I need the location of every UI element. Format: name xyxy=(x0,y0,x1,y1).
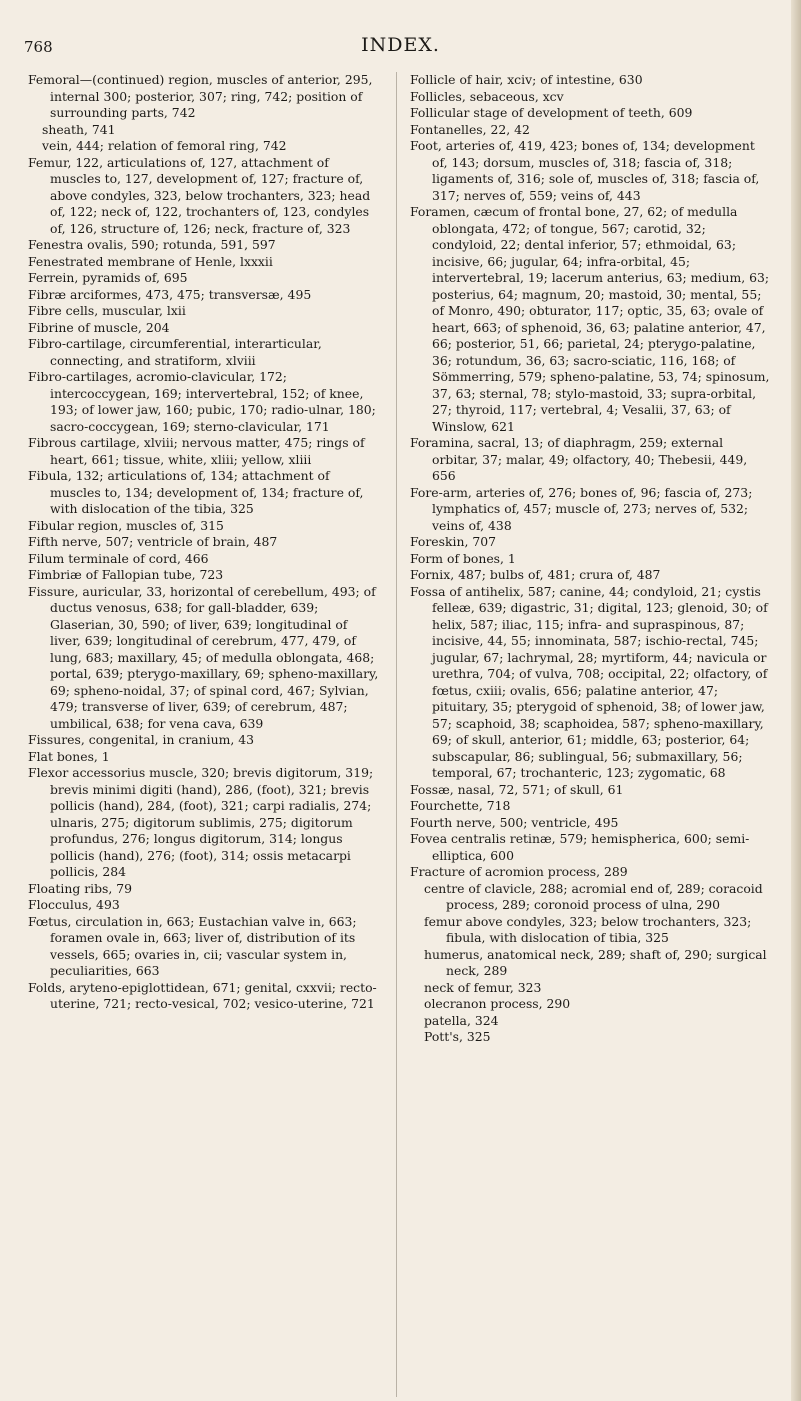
index-entry: Foramen, cæcum of frontal bone, 27, 62; of medulla oblongata, 472; of tongue, 567; carotid, 32; condyloid, 22; dental inferior, 57; ethmoidal, 63; incisive, 66; jugular, 64; infra-orbital, 45; intervertebral, 19; lacerum anterius, 63; medium, 63; posterius, 64; magnum, 20; mastoid, 30; mental, 55; of Monro, 490; obturator, 117; optic, 35, 63; ovale of heart, 663; of sphenoid, 36, 63; palatine anterior, 47, 66; posterior, 51, 66; parietal, 24; pterygo-palatine, 36; rotundum, 36, 63; sacro-sciatic, 116, 168; of Sömmerring, 579; spheno-palatine, 53, 74; spinosum, 37, 63; sternal, 78; stylo-mastoid, 33; supra-orbital, 27; thyroid, 117; vertebral, 4; Vesalii, 37, 63; of Winslow, 621 xyxy=(410,204,770,434)
index-subentry: centre of clavicle, 288; acromial end of, 289; coracoid process, 289; coronoid process of ulna, 290 xyxy=(424,880,763,912)
index-entry: Fimbriæ of Fallopian tube, 723 xyxy=(28,567,224,582)
index-entry: Foot, arteries of, 419, 423; bones of, 134; development of, 143; dorsum, muscles of, 318; fascia of, 318; ligaments of, 316; sole of, muscles of, 318; fascia of, 317; nerves of, 559; veins of, 443 xyxy=(410,138,760,203)
index-entry: Fibro-cartilages, acromio-clavicular, 172; intercoccygean, 169; intervertebral, 152; of knee, 193; of lower jaw, 160; pubic, 170; radio-ulnar, 180; sacro-coccygean, 169; sterno-clavicular, 171 xyxy=(28,369,376,434)
index-entry: Follicle of hair, xciv; of intestine, 630 xyxy=(410,72,643,87)
index-entry: Femoral—(continued) region, muscles of anterior, 295, internal 300; posterior, 307; ring, 742; position of surrounding parts, 742 xyxy=(28,72,373,120)
page-edge xyxy=(791,0,801,1401)
index-entry: Fenestra ovalis, 590; rotunda, 591, 597 xyxy=(28,237,276,252)
index-entry: Fœtus, circulation in, 663; Eustachian valve in, 663; foramen ovale in, 663; liver of, distribution of its vessels, 665; ovaries in, cii; vascular system in, peculiarities, 663 xyxy=(28,913,357,978)
index-entry: Fossæ, nasal, 72, 571; of skull, 61 xyxy=(410,781,624,797)
index-entry: Fibræ arciformes, 473, 475; transversæ, 495 xyxy=(28,286,312,302)
index-subentry: Pott's, 325 xyxy=(424,1029,491,1044)
index-subentry: patella, 324 xyxy=(424,1012,499,1028)
index-entry: Fore-arm, arteries of, 276; bones of, 96; fascia of, 273; lymphatics of, 457; muscle of, 273; nerves of, 532; veins of, 438 xyxy=(410,484,753,533)
index-entry: Form of bones, 1 xyxy=(410,550,516,566)
column-divider xyxy=(396,72,397,1397)
index-entry: Fontanelles, 22, 42 xyxy=(410,121,530,137)
index-entry: Fenestrated membrane of Henle, lxxxii xyxy=(28,253,273,269)
running-head: INDEX. xyxy=(361,34,440,56)
index-entry: Follicular stage of development of teeth, 609 xyxy=(410,105,693,120)
index-entry: Fifth nerve, 507; ventricle of brain, 487 xyxy=(28,534,278,549)
index-entry: Fourth nerve, 500; ventricle, 495 xyxy=(410,814,619,830)
index-entry: Fossa of antihelix, 587; canine, 44; condyloid, 21; cystis felleæ, 639; digastric, 31; digital, 123; glenoid, 30; of helix, 587; iliac, 115; infra- and supraspinous, 87; incisive, 44, 55; innominata, 587; ischio-rectal, 745; jugular, 67; lachrymal, 28; myrtiform, 44; navicula or urethra, 704; of vulva, 708; occipital, 22; olfactory, of fœtus, cxiii; ovalis, 656; palatine anterior, 47; pituitary, 35; pterygoid of sphenoid, 38; of lower jaw, 57; scaphoid, 38; scaphoidea, 587; spheno-maxillary, 69; of skull, anterior, 61; middle, 63; posterior, 64; subscapular, 86; sublingual, 56; submaxillary, 56; temporal, 67; trochanteric, 123; zygomatic, 68 xyxy=(410,583,768,780)
index-subentry: sheath, 741 xyxy=(42,121,116,137)
index-entry: Fovea centralis retinæ, 579; hemispherica, 600; semi-elliptica, 600 xyxy=(410,831,750,863)
index-entry: Follicles, sebaceous, xcv xyxy=(410,88,564,104)
index-entry: Fornix, 487; bulbs of, 481; crura of, 487 xyxy=(410,567,661,582)
index-entry: Fibrine of muscle, 204 xyxy=(28,319,170,335)
index-entry: Fibrous cartilage, xlviii; nervous matter, 475; rings of heart, 661; tissue, white, xliii; yellow, xliii xyxy=(28,435,365,467)
index-column-right xyxy=(410,72,772,1046)
index-entry: Fissure, auricular, 33, horizontal of cerebellum, 493; of ductus venosus, 638; for gall-bladder, 639; Glaserian, 30, 590; of liver, 639; longitudinal of liver, 639; longitudinal of cerebrum, 477, 479, of lung, 683; maxillary, 45; of medulla oblongata, 468; portal, 639; pterygo-maxillary, 69; spheno-maxillary, 69; spheno-noidal, 37; of spinal cord, 467; Sylvian, 479; transverse of liver, 639; of cerebrum, 487; umbilical, 638; for vena cava, 639 xyxy=(28,583,379,731)
index-entry: Fourchette, 718 xyxy=(410,798,511,813)
index-entry: Fibula, 132; articulations of, 134; attachment of muscles to, 134; development of, 134; fracture of, with dislocation of the tibia, 325 xyxy=(28,468,364,516)
index-entry: Fibre cells, muscular, lxii xyxy=(28,303,186,318)
index-entry: Folds, aryteno-epiglottidean, 671; genital, cxxvii; recto-uterine, 721; recto-vesical, 702; vesico-uterine, 721 xyxy=(28,979,377,1011)
index-subentry: vein, 444; relation of femoral ring, 742 xyxy=(42,138,287,153)
index-entry: Flat bones, 1 xyxy=(28,748,110,764)
index-entry: Fissures, congenital, in cranium, 43 xyxy=(28,732,254,747)
index-entry: Fibular region, muscles of, 315 xyxy=(28,517,224,533)
index-entry: Fracture of acromion process, 289 xyxy=(410,864,628,879)
page-number: 768 xyxy=(24,38,53,56)
index-subentry: humerus, anatomical neck, 289; shaft of, 290; surgical neck, 289 xyxy=(424,946,767,978)
index-subentry: femur above condyles, 323; below trochanters, 323; fibula, with dislocation of tibia, 325 xyxy=(424,913,752,945)
index-entry: Flocculus, 493 xyxy=(28,897,120,912)
index-entry: Ferrein, pyramids of, 695 xyxy=(28,270,188,285)
index-column-left xyxy=(28,72,380,1013)
index-entry: Femur, 122, articulations of, 127, attachment of muscles to, 127, development of, 127; fracture of, above condyles, 323, below trochanters, 323; head of, 122; neck of, 122, trochanters of, 123, condyles of, 126, structure of, 126; neck, fracture of, 323 xyxy=(28,154,371,236)
index-subentry: neck of femur, 323 xyxy=(424,979,542,995)
index-entry: Filum terminale of cord, 466 xyxy=(28,550,209,566)
index-entry: Foramina, sacral, 13; of diaphragm, 259; external orbitar, 37; malar, 49; olfactory, 40; Thebesii, 449, 656 xyxy=(410,435,748,483)
index-entry: Foreskin, 707 xyxy=(410,534,496,549)
index-entry: Flexor accessorius muscle, 320; brevis digitorum, 319; brevis minimi digiti (hand), 286, (foot), 321; brevis pollicis (hand), 284, (foot), 321; carpi radialis, 274; ulnaris, 275; digitorum sublimis, 275; digitorum profundus, 276; longus digitorum, 314; longus pollicis (hand), 276; (foot), 314; ossis metacarpi pollicis, 284 xyxy=(28,765,374,879)
index-entry: Fibro-cartilage, circumferential, interarticular, connecting, and stratiform, xlviii xyxy=(28,336,322,368)
index-entry: Floating ribs, 79 xyxy=(28,880,133,896)
index-subentry: olecranon process, 290 xyxy=(424,996,571,1011)
